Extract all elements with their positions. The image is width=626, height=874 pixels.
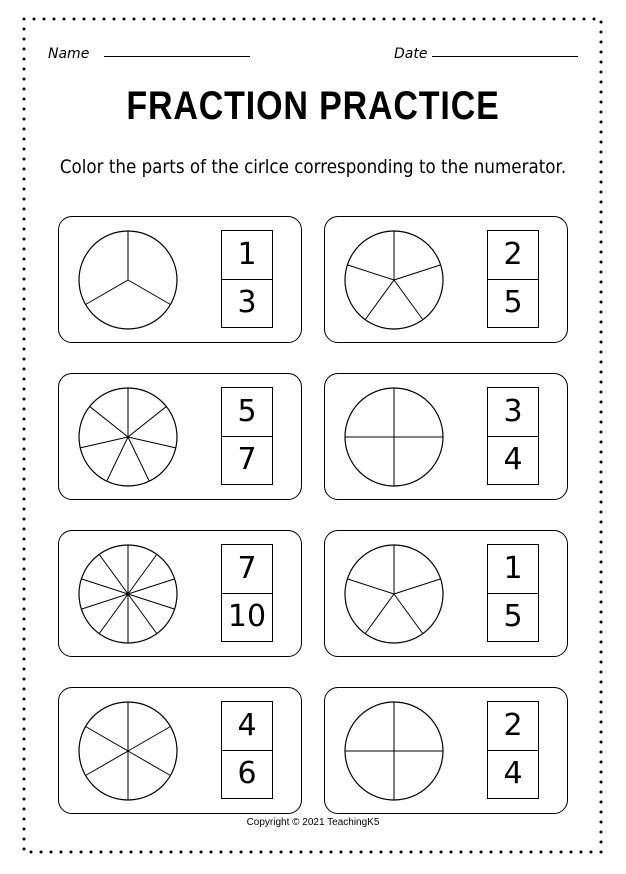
circle-divider — [90, 406, 128, 437]
circle-divider — [394, 594, 423, 634]
denominator: 5 — [503, 285, 523, 320]
circle-divider — [128, 280, 170, 305]
circle-divider — [394, 265, 441, 280]
fraction-box — [487, 230, 539, 328]
denominator: 4 — [503, 442, 523, 477]
circle-divider — [347, 265, 394, 280]
numerator: 1 — [222, 231, 272, 280]
circle-divider — [99, 594, 128, 634]
denominator: 4 — [503, 756, 523, 791]
numerator: 2 — [488, 231, 538, 280]
fraction-card — [58, 530, 302, 657]
circle-divider — [80, 437, 128, 448]
fraction-circle[interactable] — [77, 700, 179, 802]
circle-divider — [128, 554, 157, 594]
circle-divider — [128, 751, 170, 776]
numerator: 3 — [488, 388, 538, 437]
fraction-box — [487, 387, 539, 485]
name-label: Name — [48, 46, 90, 62]
denominator: 5 — [503, 599, 523, 634]
fraction-card — [58, 373, 302, 500]
fraction-circle[interactable] — [77, 386, 179, 488]
circle-divider — [128, 579, 175, 594]
circle-divider — [365, 594, 394, 634]
fraction-circle[interactable] — [343, 700, 445, 802]
fraction-circle[interactable] — [343, 543, 445, 645]
circle-divider — [394, 280, 423, 320]
circle-divider — [81, 594, 128, 609]
circle-divider — [86, 751, 128, 776]
denominator: 6 — [237, 756, 257, 791]
circle-divider — [107, 437, 128, 481]
header-row — [48, 44, 578, 68]
circle-divider — [128, 594, 175, 609]
name-line[interactable] — [104, 56, 250, 57]
fraction-card — [324, 530, 568, 657]
circle-divider — [86, 280, 128, 305]
fraction-card — [58, 687, 302, 814]
fraction-circle[interactable] — [77, 229, 179, 331]
circle-divider — [128, 406, 166, 437]
numerator: 4 — [222, 702, 272, 751]
fraction-box — [487, 701, 539, 799]
fraction-card — [324, 373, 568, 500]
fraction-card — [324, 216, 568, 343]
circle-divider — [99, 554, 128, 594]
fraction-card — [324, 687, 568, 814]
denominator: 3 — [237, 285, 257, 320]
copyright-footer: Copyright © 2021 TeachingK5 — [246, 817, 380, 828]
fraction-box — [487, 544, 539, 642]
denominator: 7 — [237, 442, 257, 477]
circle-divider — [86, 727, 128, 752]
fraction-circle[interactable] — [77, 543, 179, 645]
numerator: 1 — [488, 545, 538, 594]
circle-divider — [128, 437, 149, 481]
date-line[interactable] — [432, 56, 578, 57]
fraction-box — [221, 387, 273, 485]
circle-divider — [347, 579, 394, 594]
numerator: 7 — [222, 545, 272, 594]
denominator: 10 — [227, 599, 267, 634]
page-title: FRACTION PRACTICE — [126, 84, 500, 128]
circle-divider — [81, 579, 128, 594]
date-label: Date — [394, 46, 428, 62]
fraction-card — [58, 216, 302, 343]
fraction-box — [221, 230, 273, 328]
circle-divider — [128, 437, 176, 448]
numerator: 2 — [488, 702, 538, 751]
circle-divider — [365, 280, 394, 320]
circle-divider — [128, 727, 170, 752]
numerator: 5 — [222, 388, 272, 437]
fraction-circle[interactable] — [343, 386, 445, 488]
fraction-box — [221, 544, 273, 642]
circle-divider — [394, 579, 441, 594]
fraction-box — [221, 701, 273, 799]
circle-divider — [128, 594, 157, 634]
fraction-circle[interactable] — [343, 229, 445, 331]
instructions: Color the parts of the cirlce corresponding to the numerator. — [59, 156, 567, 178]
